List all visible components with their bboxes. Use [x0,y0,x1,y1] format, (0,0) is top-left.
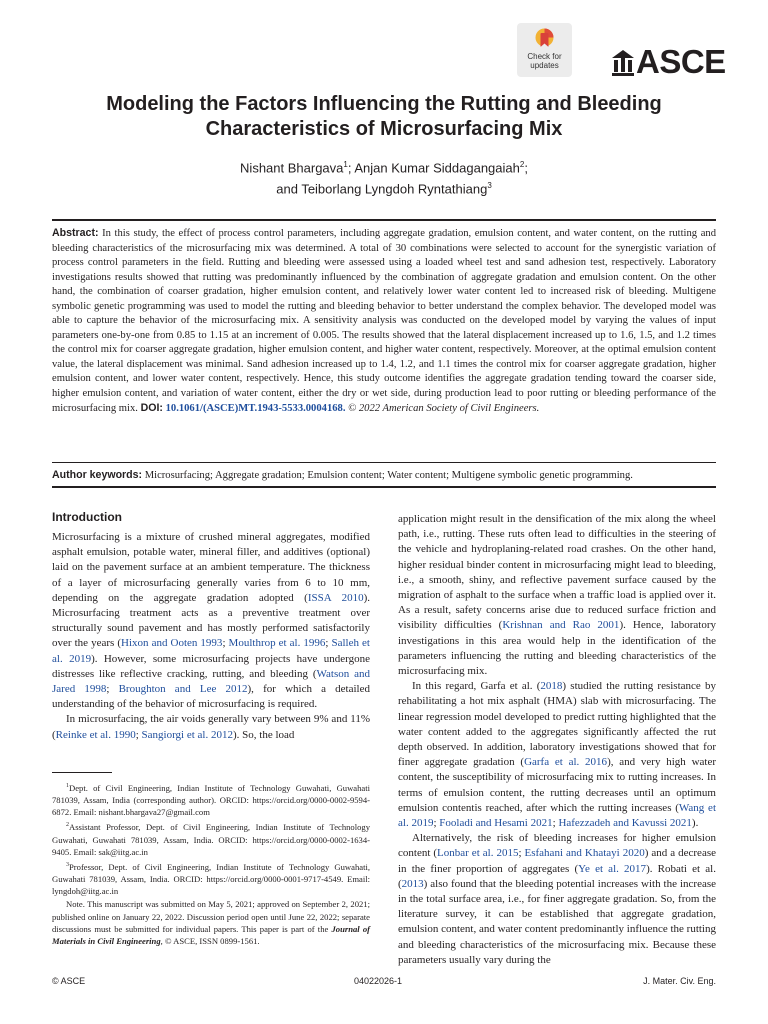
footnote-1 [52,780,370,818]
footnote-marker: 1 [66,783,69,789]
text-run: Microsurfacing is a mixture of crushed mineral aggregates, modified asphalt emulsion, potable water, mineral filler, and additives (optional) laid on the pavement surface at an ambient temperature. The thickness of a layer of microsurfacing generally varies from 6 to 10 mm, depending on the aggregate gradation adopted ( [52,531,370,604]
badge-text [517,52,572,70]
paper-title: Modeling the Factors Influencing the Rutting and Bleeding Characteristics of Microsurfacing Mix [106,93,662,140]
citation-link[interactable]: ISSA 2010 [307,591,364,604]
text-run: ) and a decrease in the finer proportion of aggregates ( [398,847,716,875]
footnote-marker: 3 [66,861,69,868]
text-run: ; [552,817,559,830]
badge-line-2: updates [530,61,559,70]
footnote-text: Professor, Dept. of Civil Engineering, Indian Institute of Technology Guwahati, Guwahati 781039, Assam, India. ORCID: https://orcid.org/0000-0001-9717-4549. Email: lyngdoh@iitg.ac.in [52,861,370,897]
citation-link[interactable]: Fooladi and Hesami 2021 [439,817,553,830]
author-list [140,156,628,199]
text-run: ; [222,637,229,650]
text-run: ). Robati et al. ( [398,862,716,890]
manuscript-note [52,898,370,947]
citation-link[interactable]: Reinke et al. 1990 [55,728,136,741]
keywords-text: Microsurfacing; Aggregate gradation; Emulsion content; Water content; Multigene symbolic genetic programming. [144,470,633,481]
note-text: , © ASCE, ISSN 0899-1561. [160,936,260,947]
text-run: application might result in the densification of the mix along the wheel path, i.e., rutting. These ruts often lead to difficulties in the steering of the vehicle and hydroplaning-related road crashes. On the other hand, higher residual binder content in microsurfacing might lead to bleeding, i.e., a smooth, shiny, and reflective pavement surface caused by the migration of asphalt to the surface when a traffic load is applied over it. As a result, safety concerns arise due to reduced surface friction and visibility difficulties ( [398,513,716,632]
text-run: In microsurfacing, the air voids generally vary between 9% and 11% ( [52,713,370,741]
citation-link[interactable]: Watson and Jared 1998 [52,667,370,696]
citation-link[interactable]: 2013 [401,877,424,890]
intro-paragraph-1 [52,530,370,712]
citation-link[interactable]: Esfahani and Khatayi 2020 [524,847,645,860]
text-run: ). However, some microsurfacing projects have undergone distresses like reflective cracking, rutting, and bleeding ( [52,652,370,680]
copyright-notice: © 2022 American Society of Civil Engineers. [348,403,540,414]
intro-paragraph-2 [52,712,370,742]
citation-link[interactable]: Lonbar et al. 2015 [437,847,519,860]
footer-copyright: © ASCE [52,976,86,986]
doi-link[interactable]: 10.1061/(ASCE)MT.1943-5533.0004168. [165,403,346,414]
right-column [398,512,716,968]
abstract [52,226,716,417]
keywords-label: Author keywords: [52,469,143,481]
text-run: ; [106,683,119,696]
citation-link[interactable]: Hafezzadeh and Kavussi 2021 [558,817,692,830]
text-run: In this regard, Garfa et al. ( [412,680,541,693]
citation-link[interactable]: Krishnan and Rao 2001 [502,619,620,632]
citation-link[interactable]: Moulthrop et al. 1996 [228,637,326,650]
text-run: ), for which a detailed understanding of the behavior of microsurfacing is required. [52,683,370,711]
text-run: ; [325,637,332,650]
footnote-text: Dept. of Civil Engineering, Indian Institute of Technology Guwahati, Guwahati 781039, Assam, India (corresponding author). ORCID: https://orcid.org/0000-0002-9594-6872. Email: nishant.bhargava27@gmail.com [52,782,370,818]
text-run: ; [433,817,440,830]
author-3-affil: 3 [487,181,492,191]
author-3: Teiborlang Lyngdoh Ryntathiang [301,181,488,197]
page-footer [52,976,716,990]
footnote-rule [52,772,112,773]
citation-link[interactable]: Broughton and Lee 2012 [118,683,248,696]
footnote-text: Assistant Professor, Dept. of Civil Engineering, Indian Institute of Technology Guwahati, Guwahati 781039, Assam, India. ORCID: https://orcid.org/0000-0002-1634-9405. Email: sak@iitg.ac.in [52,822,370,857]
author-and: and [276,181,302,197]
author-2-affil: 2 [519,160,525,169]
author-keywords [52,468,716,484]
citation-link[interactable]: 2018 [540,680,563,693]
right-paragraph-1 [398,512,716,679]
doi-label: DOI: [140,402,163,414]
footer-journal: J. Mater. Civ. Eng. [643,976,716,986]
right-paragraph-3 [398,831,716,968]
text-run: Alternatively, the risk of bleeding increases for higher emulsion content ( [398,832,716,860]
right-paragraph-2 [398,679,716,831]
footnote-3 [52,859,370,897]
asce-arch-icon [610,46,636,80]
note-text: Note. This manuscript was submitted on May 5, 2021; approved on September 2, 2021; published online on January 22, 2022. Discussion period open until June 22, 2022; separate discussions must be submitted for individual papers. This paper is part of the [52,899,370,934]
footnote-marker: 2 [66,822,69,829]
author-1-affil: 1 [343,160,348,169]
badge-line-1: Check for [527,52,562,61]
left-column [52,530,370,743]
check-for-updates-badge[interactable] [517,23,572,77]
author-2: Anjan Kumar Siddagangaiah [354,160,520,176]
citation-link[interactable]: Garfa et al. 2016 [524,756,608,769]
footnote-2 [52,819,370,857]
section-heading-introduction: Introduction [52,510,122,524]
citation-link[interactable]: Hixon and Ooten 1993 [121,637,223,650]
citation-link[interactable]: Sangiorgi et al. 2012 [141,728,233,741]
author-separator: ; [524,160,528,176]
text-run: ). Hence, laboratory investigations in this area would help in the identification of the parameters influencing the rutting and bleeding characteristics of the microsurfacing mix. [398,619,716,678]
text-run: ; [518,847,525,860]
keywords-top-rule [52,462,716,463]
abstract-top-rule [52,219,716,221]
text-run: ) studied the rutting resistance by rehabilitating a hot mix asphalt (HMA) slab with microsurfacing. The linear regression model developed to predict rutting highlighted that the water content added to the aggregates significantly affected the rut depth observed. In addition, laboratory investigations showed that for finer aggregate gradation ( [398,680,716,769]
text-run: ). So, the load [233,728,295,741]
citation-link[interactable]: Ye et al. 2017 [578,862,647,875]
footer-page-id: 04022026-1 [354,976,403,986]
keywords-bottom-rule [52,486,716,488]
asce-logo-text: ASCE [636,43,726,80]
text-run: ). [691,817,699,830]
journal-name: Journal of Materials in Civil Engineering [52,923,370,947]
author-1: Nishant Bhargava [240,160,344,176]
abstract-label: Abstract: [52,227,99,239]
abstract-text: In this study, the effect of process control parameters, including aggregate gradation, emulsion content, and water content, on the rutting and bleeding characteristics of the microsurfacing mix was determined. A total of 30 combinations were selected to account for the synergistic variation of process control parameters in the field. Rutting and bleeding were assessed using a loaded wheel test and sand adhesion test, respectively. Laboratory investigations results showed that rutting was predominantly influenced by the combination of aggregate gradation and emulsion content. On the other hand, the combination of coarser gradation, higher emulsion content, and relatively lower water content led to increased risk of bleeding. Multigene symbolic genetic programming was used to model the rutting and bleeding behavior to better understand the complex behavior. The developed model was able to capture the behavior of the microsurfacing mix. A sensitivity analysis was conducted on the developed model by varying the values of input parameters one-by-one from 0.85 to 1.15 at an increment of 0.005. The results showed that the lateral displacement increased up to 1.6, 1.5, and 1.2 times the control mix for coarser aggregate gradation, higher emulsion content, and higher water content, respectively. Moreover, at the optimal emulsion content value, the lateral displacement was minimal. Sand adhesion increased up to 1.4, 1.2, and 1.1 times the control mix for coarser aggregate gradation, higher emulsion content, and lower water content, respectively. Hence, this study outcome identifies the aggregate gradation tending toward the coarser side, higher emulsion content, and variation of water content, either the dry or wet side, during production lead to poor rutting or bleeding performance of the microsurfacing mix. [52,228,716,414]
text-run: ) also found that the bleeding potential increases with the increase in the total surface area, i.e., for finer aggregate gradation. So, from the literature survey, it can be established that aggregate gradation, emulsion content, and water content predominantly influence the rutting and bleeding characteristics of the microsurfacing mix. Because these parameters usually vary during the [398,877,716,966]
footnotes [52,780,370,948]
citation-link[interactable]: Salleh et al. 2019 [52,637,370,665]
author-separator: ; [347,160,355,176]
text-run: ; [135,728,142,741]
text-run: ). Microsurfacing treatment acts as a preventive treatment over structurally sound pavement and has mostly performed satisfactorily over the years ( [52,591,370,650]
update-bookmark-icon [535,28,554,50]
text-run: ), and very high water content, the susceptibility of microsurfacing mix to rutting increases. In terms of emulsion content, the rutting decreases until an optimum emulsion contentis reached, after which the rutting increases ( [398,756,716,814]
citation-link[interactable]: Wang et al. 2019 [398,801,716,830]
asce-logo [610,43,726,80]
